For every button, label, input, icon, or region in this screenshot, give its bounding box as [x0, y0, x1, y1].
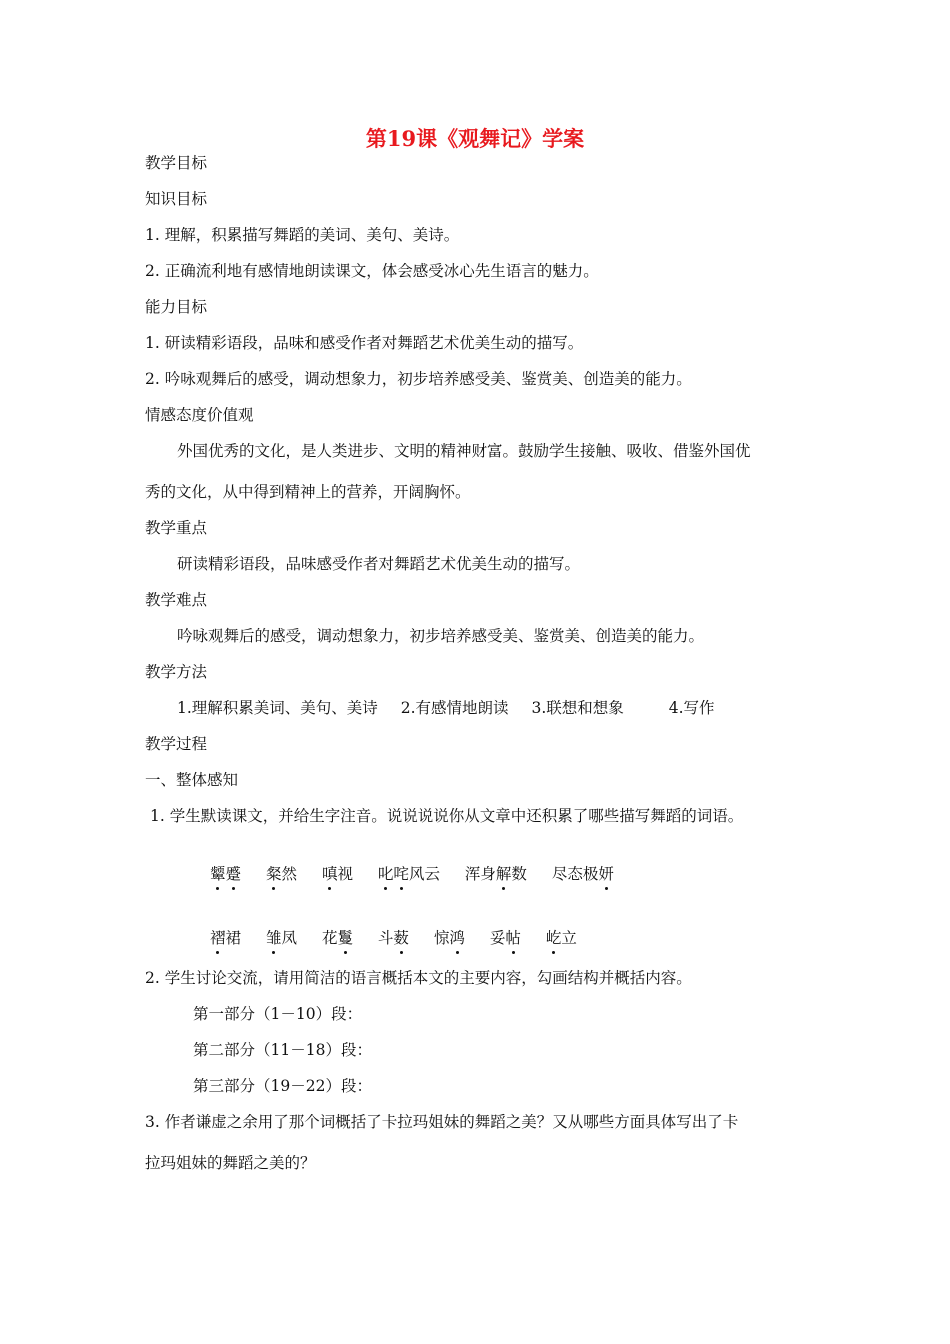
- heading-attitude-values: 情感态度价值观: [145, 406, 254, 424]
- heading-knowledge-goals: 知识目标: [145, 190, 208, 208]
- part-1-label: 第一部分（1－10）段：: [193, 1005, 363, 1023]
- task-2-text: 2. 学生讨论交流，请用简洁的语言概括本文的主要内容，勾画结构并概括内容。: [145, 969, 692, 987]
- heading-key-points: 教学重点: [145, 519, 208, 537]
- vocab-word: 妥帖: [489, 929, 521, 947]
- vocab-word: 雏凤: [265, 929, 297, 947]
- task-3-line-2: 拉玛姐妹的舞蹈之美的？: [145, 1154, 316, 1172]
- heading-ability-goals: 能力目标: [145, 298, 208, 316]
- method-item: 4.写作: [668, 699, 715, 717]
- vocab-word: 尽态极妍: [551, 865, 614, 883]
- heading-teaching-goals: 教学目标: [145, 154, 208, 172]
- difficult-points-text: 吟咏观舞后的感受，调动想象力，初步培养感受美、鉴赏美、创造美的能力。: [177, 627, 705, 645]
- vocab-word: 惊鸿: [433, 929, 465, 947]
- page-title: 第19课《观舞记》学案: [365, 126, 585, 151]
- knowledge-goal-1: 1. 理解，积累描写舞蹈的美词、美句、美诗。: [145, 226, 460, 244]
- vocab-word: 屹立: [545, 929, 577, 947]
- vocab-word: 粲然: [265, 865, 297, 883]
- attitude-paragraph-line-1: 外国优秀的文化，是人类进步、文明的精神财富。鼓励学生接触、吸收、借鉴外国优: [177, 442, 751, 460]
- vocab-word: 褶裙: [210, 929, 242, 947]
- method-item: 2.有感情地朗读: [400, 699, 509, 717]
- heading-difficult-points: 教学难点: [145, 591, 208, 609]
- heading-teaching-process: 教学过程: [145, 735, 208, 753]
- method-item: 3.联想和想象: [531, 699, 624, 717]
- ability-goal-1: 1. 研读精彩语段，品味和感受作者对舞蹈艺术优美生动的描写。: [145, 334, 584, 352]
- vocab-word: 斗薮: [377, 929, 409, 947]
- vocab-word: 颦蹙: [210, 865, 242, 883]
- vocab-word: 花鬘: [321, 929, 353, 947]
- section-overall-perception: 一、整体感知: [145, 771, 239, 789]
- part-3-label: 第三部分（19－22）段：: [193, 1077, 372, 1095]
- vocab-word: 嗔视: [321, 865, 353, 883]
- task-1-text: 1. 学生默读课文，并给生字注音。说说说说你从文章中还积累了哪些描写舞蹈的词语。: [150, 807, 744, 825]
- vocab-word: 浑身解数: [464, 865, 527, 883]
- ability-goal-2: 2. 吟咏观舞后的感受，调动想象力，初步培养感受美、鉴赏美、创造美的能力。: [145, 370, 692, 388]
- method-item: 1.理解积累美词、美句、美诗: [177, 699, 378, 717]
- knowledge-goal-2: 2. 正确流利地有感情地朗读课文，体会感受冰心先生语言的魅力。: [145, 262, 599, 280]
- part-2-label: 第二部分（11－18）段：: [193, 1041, 372, 1059]
- vocab-row-1: [210, 864, 634, 884]
- task-3-line-1: 3. 作者谦虚之余用了那个词概括了卡拉玛姐妹的舞蹈之美？又从哪些方面具体写出了卡: [145, 1113, 739, 1131]
- vocab-row-2: [210, 928, 597, 948]
- vocab-word: 叱咤风云: [377, 865, 440, 883]
- teaching-methods-list: [177, 698, 733, 718]
- attitude-paragraph-line-2: 秀的文化，从中得到精神上的营养，开阔胸怀。: [145, 483, 471, 501]
- key-points-text: 研读精彩语段，品味感受作者对舞蹈艺术优美生动的描写。: [177, 555, 581, 573]
- heading-teaching-methods: 教学方法: [145, 663, 208, 681]
